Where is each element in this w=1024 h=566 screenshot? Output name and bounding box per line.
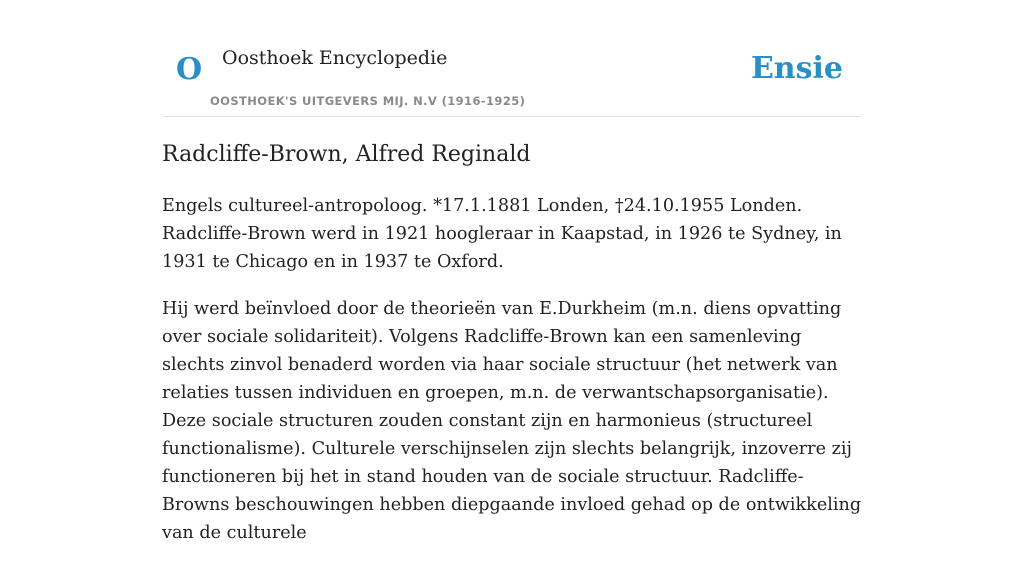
site-title[interactable]: Oosthoek Encyclopedie [222,47,448,69]
page [162,0,862,543]
article-paragraph: Hij werd beïnvloed door de theorieën van E.Durkheim (m.n. diens opvatting over sociale solidariteit). Volgens Radcliffe-Brown kan een samenleving slechts zinvol benaderd worden via haar sociale structuur (het netwerk van relaties tussen individuen en groepen, m.n. de verwantschapsorganisatie). Deze sociale structuren zouden constant zijn en harmonieus (structureel functionalisme). Culturele verschijnselen zijn slechts belangrijk, inzoverre zij functioneren bij het in stand houden van de sociale structuur. Radcliffe-Browns beschouwingen hebben diepgaande invloed gehad op de ontwikkeling van de culturele [162,299,862,543]
publisher-label: OOSTHOEK'S UITGEVERS MIJ. N.V (1916-1925) [210,94,526,108]
article-title: Radcliffe-Brown, Alfred Reginald [162,142,531,167]
ensie-brand-logo[interactable]: Ensie [750,51,843,86]
site-header [162,0,862,117]
site-logo[interactable]: O [176,52,203,87]
article-paragraph: Engels cultureel-antropoloog. *17.1.1881 Londen, †24.10.1955 Londen. Radcliffe-Brown werd in 1921 hoogleraar in Kaapstad, in 1926 te Sydney, in 1931 te Chicago en in 1937 te Oxford. [162,196,842,272]
article-body [162,192,862,566]
